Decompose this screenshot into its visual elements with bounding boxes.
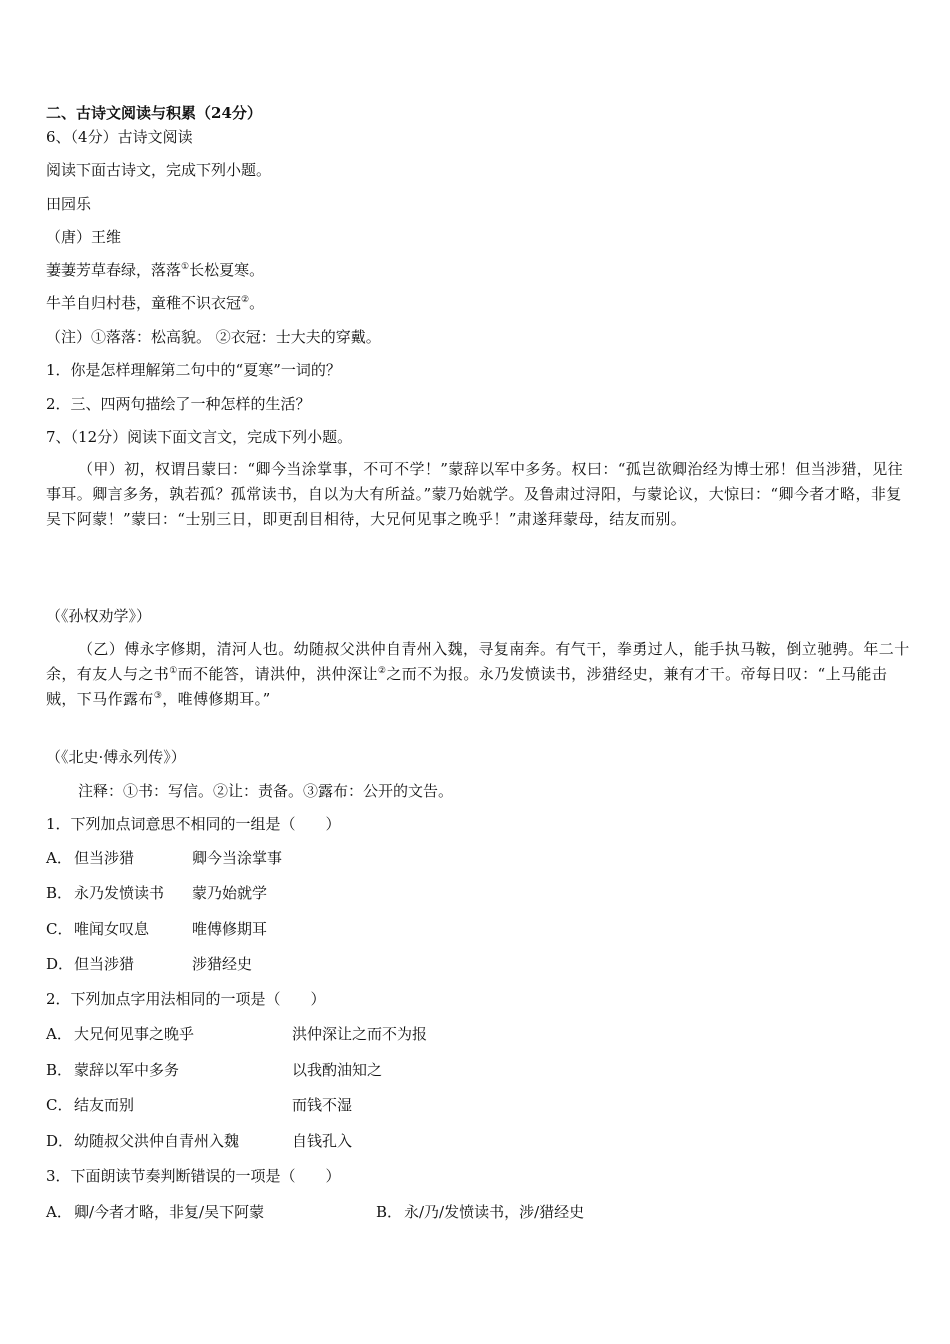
option-text: 永/乃/发愤读书，涉/猎经史 (404, 1203, 585, 1221)
option-text-b: 涉猎经史 (192, 955, 253, 973)
q6-sub-question-2: 2．三、四两句描绘了一种怎样的生活？ (46, 395, 311, 413)
option-text-a: 大兄何见事之晚乎 (74, 1025, 195, 1043)
poem-note: （注）①落落：松高貌。 ②衣冠：士大夫的穿戴。 (46, 328, 381, 346)
passage-b-part-3: 之而不为报。永乃发愤读书，涉猎经史，兼有才干。帝每日叹：“上马能击贼，下马作露布 (46, 665, 888, 708)
option-text-b: 而钱不湿 (292, 1096, 353, 1114)
q6-instruction: 阅读下面古诗文，完成下列小题。 (46, 161, 272, 179)
passage-b-part-1: （乙）傅永字修期，清河人也。幼随叔父洪仲自青州入魏，寻复南奔。有气干，拳勇过人，能手执马鞍，倒立驰骋。年二十余，有友人与之书 (46, 640, 910, 683)
option-label: C． (46, 920, 73, 938)
passage-a: （甲）初，权谓吕蒙曰：“卿今当涂掌事，不可不学！”蒙辞以军中多务。权曰：“孤岂欲卿治经为博士邪！但当涉猎，见往事耳。卿言多务，孰若孤？孤常读书，自以为大有所益。”蒙乃始就学。及鲁肃过浔阳，与蒙论议，大惊曰：“卿今者才略，非复吴下阿蒙！”蒙曰：“士别三日，即更刮目相待，大兄何见事之晚乎！”肃遂拜蒙母，结友而别。 (46, 460, 904, 528)
option-text-b: 卿今当涂掌事 (192, 849, 283, 867)
q6-header: 6、（4分）古诗文阅读 (46, 128, 193, 146)
option-label: D． (46, 1132, 74, 1150)
source-b: （《北史·傅永列传》） (46, 748, 186, 766)
footnote-marker: ① (181, 262, 190, 272)
poem-line-1-part-b: 长松夏寒。 (189, 261, 265, 279)
option-text-b: 唯傅修期耳 (192, 920, 268, 938)
passage-note: 注释：①书：写信。②让：责备。③露布：公开的文告。 (78, 782, 454, 800)
poem-line-2-part-b: 。 (249, 294, 265, 312)
poem-line-1-part-a: 萋萋芳草春绿，落落 (46, 261, 182, 279)
mc2-option-c[interactable] (46, 1095, 353, 1115)
passage-b-part-4: ，唯傅修期耳。” (162, 690, 271, 708)
option-text-a: 永乃发愤读书 (74, 884, 165, 902)
option-label: B． (46, 884, 73, 902)
option-text-a: 唯闻女叹息 (74, 920, 150, 938)
source-a: （《孙权劝学》） (46, 607, 152, 625)
poem-title: 田园乐 (46, 195, 92, 213)
poem-line-1 (46, 260, 264, 280)
option-label: A． (46, 1203, 72, 1221)
q7-header: 7、（12分）阅读下面文言文，完成下列小题。 (46, 428, 353, 446)
option-label: B． (376, 1203, 403, 1221)
option-label: C． (46, 1096, 73, 1114)
option-text-a: 幼随叔父洪仲自青州入魏 (74, 1132, 240, 1150)
option-text: 卿/今者才略，非复/吴下阿蒙 (74, 1203, 265, 1221)
mc2-option-a[interactable] (46, 1024, 428, 1044)
option-text-b: 洪仲深让之而不为报 (292, 1025, 428, 1043)
mc2-stem: 2．下列加点字用法相同的一项是（ ） (46, 990, 326, 1008)
mc1-option-d[interactable] (46, 954, 253, 974)
mc1-stem: 1．下列加点词意思不相同的一组是（ ） (46, 815, 341, 833)
poem-line-2-part-a: 牛羊自归村巷，童稚不识衣冠 (46, 294, 242, 312)
option-label: B． (46, 1061, 73, 1079)
option-text-a: 但当涉猎 (74, 955, 135, 973)
footnote-marker: ② (377, 666, 387, 676)
mc3-stem: 3．下面朗读节奏判断错误的一项是（ ） (46, 1167, 341, 1185)
option-text-a: 结友而别 (74, 1096, 135, 1114)
option-text-a: 蒙辞以军中多务 (74, 1061, 180, 1079)
mc3-option-b[interactable] (376, 1202, 584, 1222)
option-text-a: 但当涉猎 (74, 849, 135, 867)
mc1-option-b[interactable] (46, 883, 268, 903)
footnote-marker: ② (241, 295, 250, 305)
footnote-marker: ① (169, 666, 178, 676)
poem-line-2 (46, 293, 264, 313)
option-label: A． (46, 1025, 72, 1043)
section-title: 二、古诗文阅读与积累（24分） (46, 104, 262, 122)
footnote-marker: ③ (153, 691, 163, 701)
option-label: A． (46, 849, 72, 867)
passage-b-part-2: 而不能答，请洪仲，洪仲深让 (177, 665, 378, 683)
mc2-option-d[interactable] (46, 1131, 353, 1151)
mc1-option-c[interactable] (46, 919, 268, 939)
poem-author: （唐）王维 (46, 228, 122, 246)
option-text-b: 以我酌油知之 (292, 1061, 383, 1079)
option-text-b: 自钱孔入 (292, 1132, 353, 1150)
mc3-option-a[interactable] (46, 1202, 264, 1222)
mc2-option-b[interactable] (46, 1060, 383, 1080)
option-label: D． (46, 955, 74, 973)
option-text-b: 蒙乃始就学 (192, 884, 268, 902)
q6-sub-question-1: 1．你是怎样理解第二句中的“夏寒”一词的？ (46, 361, 341, 379)
mc1-option-a[interactable] (46, 848, 283, 868)
passage-b (46, 637, 916, 712)
